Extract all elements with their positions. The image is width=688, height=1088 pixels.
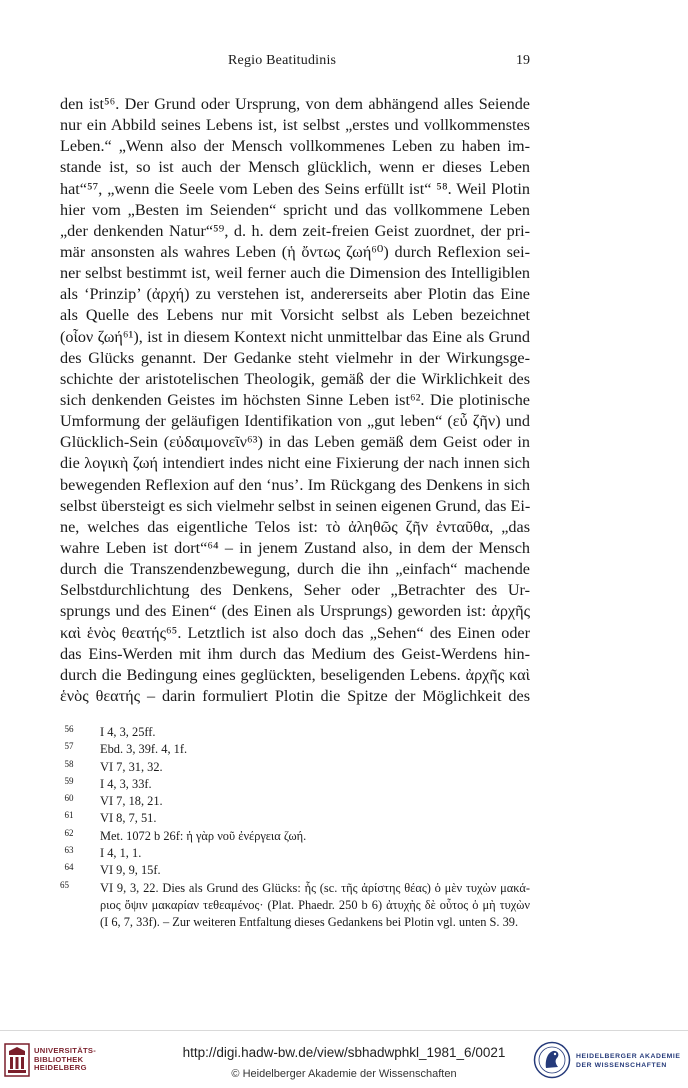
academy-name-line: DER WISSENSCHAFTEN — [576, 1062, 667, 1069]
body-line: stande ist, so ist auch der Mensch glücklich, wenn er dieses Leben — [60, 158, 530, 177]
footnote-text: VI 9, 9, 15f. — [100, 863, 161, 878]
footnote-text: I 4, 1, 1. — [100, 846, 142, 861]
running-title: Regio Beatitudinis — [228, 53, 337, 68]
body-line: καὶ ἑνὸς θεατής⁶⁵. Letztlich ist also doch das „Sehen“ des Einen oder — [60, 623, 530, 642]
running-head — [0, 53, 688, 73]
body-line: das Eins-Werden mit ihm durch das Medium des Geist-Werdens hin- — [60, 644, 530, 663]
footnote — [60, 724, 530, 741]
body-line: Selbstdurchlichtung des Denkens, Seher oder „Betrachter des Ur- — [60, 581, 530, 600]
body-line: sich denkenden Geistes im höchsten Sinne Leben ist⁶². Die plotinische — [60, 390, 530, 409]
body-line: durch die Transzendenzbewegung, durch die ihn „einfach“ machende — [60, 560, 530, 579]
body-line: bewegenden Reflexion auf den ‘nus’. Im Rückgang des Denkens in sich — [60, 475, 530, 494]
body-line: wahre Leben ist dort“⁶⁴ – in jenem Zustand also, in dem der Mensch — [60, 538, 530, 557]
footnote — [60, 741, 530, 758]
footnote-text: VI 8, 7, 51. — [100, 811, 157, 826]
university-library-logo-icon[interactable] — [4, 1043, 30, 1077]
page-number: 19 — [516, 53, 530, 68]
academy-name[interactable] — [576, 1052, 681, 1070]
footnote-continuation: ριος ὄψιν μακαρίαν τεθεαμένος· (Plat. Phaedr. 250 b 6) ἀτυχὴς δὲ οὗτος ὁ μὴ τυχὼν — [100, 897, 530, 912]
footnote-text: Ebd. 3, 39f. 4, 1f. — [100, 742, 188, 757]
body-line: ner selbst bestimmt ist, weil ferner auch die Dimension des Intelligiblen — [60, 264, 530, 283]
academy-name-line: HEIDELBERGER AKADEMIE — [576, 1053, 681, 1060]
body-line: selbst übersteigt es sich vielmehr selbst in seinen eigenen Grund, das Ei- — [60, 496, 531, 515]
body-line: den ist⁵⁶. Der Grund oder Ursprung, von dem abhängend alles Seiende — [60, 95, 530, 113]
footnote-continuation: (I 6, 7, 33f). – Zur weiteren Entfaltung dieses Gedankens bei Plotin vgl. unten S. 39. — [100, 915, 519, 930]
footnote-number: 65 — [60, 879, 69, 890]
body-line: hier vom „Besten im Seienden“ spricht und das vollkommene Leben — [60, 200, 530, 219]
footnote-text: Met. 1072 b 26f: ἡ γὰρ νοῦ ἐνέργεια ζωή. — [100, 828, 307, 843]
footnote — [60, 759, 530, 776]
body-line: durch die Bedingung eines geglückten, beseligenden Lebens. ἀρχῆς καὶ — [60, 665, 530, 684]
footnotes — [60, 724, 530, 932]
body-line: mär ansonsten als wahres Leben (ἡ ὄντως ζωή⁶⁰) durch Reflexion sei- — [60, 242, 530, 261]
footnote-text: I 4, 3, 33f. — [100, 776, 152, 791]
footnote — [60, 828, 530, 845]
permalink-url[interactable]: http://digi.hadw-bw.de/view/sbhadwphkl_1981_6/0021 — [182, 1045, 506, 1060]
library-name-line: BIBLIOTHEK — [34, 1054, 84, 1064]
footnote — [60, 880, 530, 897]
university-library-name[interactable] — [34, 1047, 96, 1073]
footnote-number: 59 — [64, 775, 74, 786]
body-line: (οἷον ζωή⁶¹), ist in diesem Kontext nicht unmittelbar das Eine als Grund — [60, 327, 530, 346]
footnote-text: VI 9, 3, 22. Dies als Grund des Glücks: ἧς (sc. τῆς ἀρίστης θέας) ὁ μὲν τυχὼν μακά- — [100, 880, 530, 895]
footnote-number: 57 — [64, 741, 74, 752]
footnote — [60, 810, 530, 827]
footnote-number: 64 — [64, 862, 74, 873]
body-text — [60, 94, 530, 707]
body-line: ἑνὸς θεατής – darin formuliert Plotin die Spitze der Möglichkeit des — [60, 686, 530, 705]
body-line: nur ein Abbild seines Lebens ist, ist selbst „erstes und vollkommenstes — [60, 116, 530, 135]
body-line: sprungs und des Einen“ (des Einen als Ursprungs) geworden ist: ἀρχῆς — [60, 602, 530, 621]
footnote-number: 56 — [64, 724, 74, 734]
footnote — [60, 862, 530, 879]
body-line: Leben.“ „Wenn also der Mensch vollkommenes Leben zu haben im- — [60, 137, 530, 156]
footnote — [60, 793, 530, 810]
body-line: die λογικὴ ζωή intendiert indes nicht eine Fixierung der nach innen sich — [60, 454, 530, 473]
body-line: ne, welches das eigentliche Telos ist: τὸ ἀληθῶς ζῆν ἐνταῦθα, „das — [60, 517, 530, 536]
footnote-number: 62 — [64, 827, 74, 838]
body-line: als ‘Prinzip’ (ἀρχή) zu verstehen ist, andererseits aber Plotin das Eine — [60, 285, 530, 304]
body-line: „der denkenden Natur“⁵⁹, d. h. dem zeit-freien Geist zuordnet, der pri- — [60, 221, 530, 240]
footnote-number: 63 — [64, 845, 74, 856]
library-name-line: HEIDELBERG — [34, 1063, 87, 1073]
footnote-number: 60 — [64, 793, 74, 804]
footnote-number: 58 — [64, 758, 74, 769]
body-line: hat“⁵⁷, „wenn die Seele vom Leben des Seins erfüllt ist“ ⁵⁸. Weil Plotin — [60, 179, 530, 198]
body-line: schichte der aristotelischen Theologik, gemäß der die Wirklichkeit des — [60, 369, 530, 388]
footnote — [60, 776, 530, 793]
library-name-line: UNIVERSITÄTS- — [34, 1046, 97, 1055]
footnote-text: VI 7, 31, 32. — [100, 759, 163, 774]
body-line: des Glücks genannt. Der Gedanke steht vielmehr in der Wirkungsge- — [60, 348, 530, 367]
footnote-number: 61 — [64, 810, 74, 821]
academy-seal-icon[interactable] — [533, 1041, 571, 1079]
body-line: Glücklich-Sein (εὐδαιμονεῖν⁶³) in das Leben gemäß dem Geist oder in — [60, 433, 530, 452]
viewer-footer — [0, 1030, 688, 1088]
footnote-text: I 4, 3, 25ff. — [100, 725, 156, 739]
body-line: als Quelle des Lebens nur mit Vorsicht selbst als Leben bezeichnet — [60, 306, 530, 325]
body-line: Umformung der geläufigen Identifikation von „gut leben“ (εὖ ζῆν) und — [60, 412, 530, 431]
footnote-text: VI 7, 18, 21. — [100, 794, 163, 809]
footnote — [60, 845, 530, 862]
copyright-notice: © Heidelberger Akademie der Wissenschaften — [231, 1068, 457, 1080]
